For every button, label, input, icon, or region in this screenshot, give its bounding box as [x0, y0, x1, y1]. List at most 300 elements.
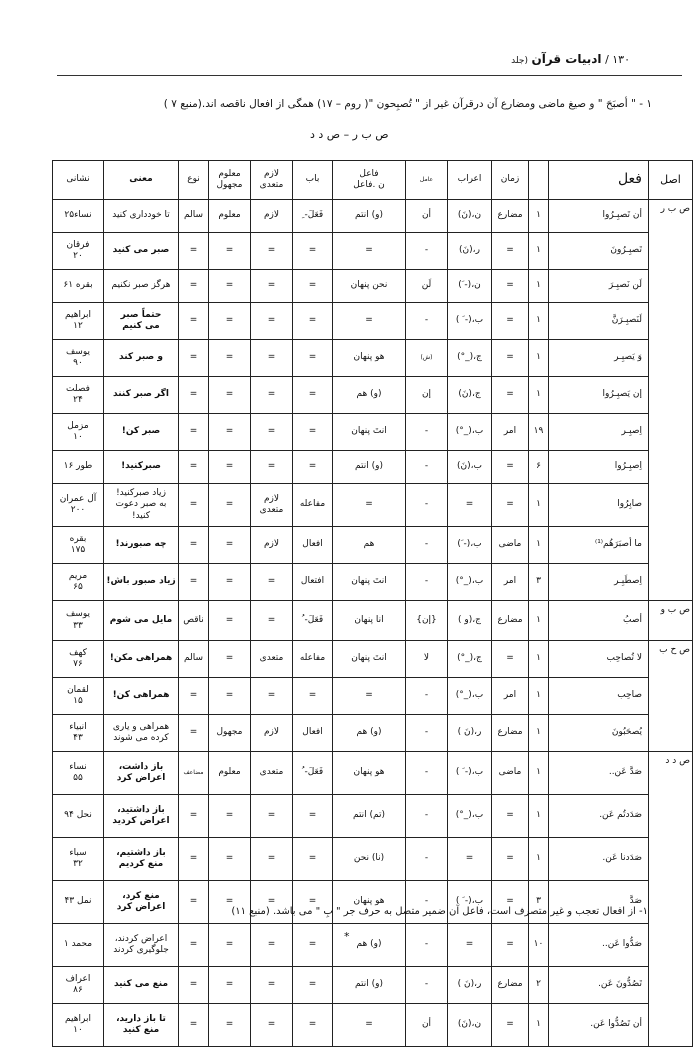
amel-cell: أن	[406, 200, 448, 233]
erab-cell: ج،(_°)	[448, 340, 492, 377]
noe-cell: =	[179, 838, 209, 881]
amel-cell: لَن	[406, 270, 448, 303]
erab-cell: ر،(نَ)	[448, 233, 492, 270]
amel-cell: -	[406, 451, 448, 484]
lazem-cell: =	[251, 564, 293, 601]
zaman-cell: ماضی	[492, 752, 529, 795]
erab-cell: ب،(_°)	[448, 564, 492, 601]
verb-cell: صَدَدنا عَن.	[549, 838, 649, 881]
table-row	[53, 795, 693, 838]
bab-cell: فَعَلَ- ُ	[293, 752, 333, 795]
reference-cell: طور ۱۶	[53, 451, 104, 484]
count-cell: ۱	[529, 715, 549, 752]
table-row	[53, 1004, 693, 1047]
table-row	[53, 924, 693, 967]
count-cell: ۱۹	[529, 414, 549, 451]
count-cell: ۱	[529, 838, 549, 881]
lazem-cell: =	[251, 377, 293, 414]
erab-cell: ن،(- َ)	[448, 270, 492, 303]
verb-cell: أن تَصبِـرُوا	[549, 200, 649, 233]
maloom-cell: =	[209, 601, 251, 641]
maloom-cell: معلوم	[209, 200, 251, 233]
header-maloom: معلوم مجهول	[209, 161, 251, 200]
table-row	[53, 303, 693, 340]
maloom-cell: =	[209, 678, 251, 715]
amel-cell: -	[406, 924, 448, 967]
meaning-cell: منع کرد، اعراض کرد	[104, 881, 179, 924]
meaning-cell: اگر صبر کنند	[104, 377, 179, 414]
maloom-cell: =	[209, 233, 251, 270]
lazem-cell: =	[251, 414, 293, 451]
erab-cell: ب،(نَ)	[448, 451, 492, 484]
fael-cell: انتَ پنهان	[333, 414, 406, 451]
zaman-cell: =	[492, 451, 529, 484]
noe-cell: سالم	[179, 641, 209, 678]
verb-cell: اِصبِـرُوا	[549, 451, 649, 484]
verb-cell: وَ يَصبِـر	[549, 340, 649, 377]
amel-cell: -	[406, 881, 448, 924]
noe-cell: مضاعف	[179, 752, 209, 795]
lazem-cell: =	[251, 1004, 293, 1047]
maloom-cell: =	[209, 527, 251, 564]
table-row	[53, 233, 693, 270]
count-cell: ۱	[529, 377, 549, 414]
reference-cell: نحل ۹۴	[53, 795, 104, 838]
noe-cell: =	[179, 484, 209, 527]
reference-cell: اعراف ۸۶	[53, 967, 104, 1004]
count-cell: ۱	[529, 678, 549, 715]
table-header-row	[53, 161, 693, 200]
reference-cell: یوسف ۹۰	[53, 340, 104, 377]
amel-cell: -	[406, 678, 448, 715]
verb-cell: تَصبِـرُونَ	[549, 233, 649, 270]
root-cell: ص ب و	[649, 601, 693, 641]
volume-label: (جلد	[511, 56, 528, 66]
erab-cell: ب،(- َ)	[448, 527, 492, 564]
bab-cell: افعال	[293, 715, 333, 752]
bab-cell: =	[293, 924, 333, 967]
lazem-cell: متعدی	[251, 752, 293, 795]
noe-cell: =	[179, 715, 209, 752]
amel-cell: -	[406, 564, 448, 601]
zaman-cell: مضارع	[492, 601, 529, 641]
maloom-cell: =	[209, 303, 251, 340]
noe-cell: سالم	[179, 200, 209, 233]
fael-cell: هو پنهان	[333, 881, 406, 924]
meaning-cell: اعراض کردند، جلوگیری کردند	[104, 924, 179, 967]
zaman-cell: =	[492, 881, 529, 924]
verb-cell: لَن نَصبِـرَ	[549, 270, 649, 303]
erab-cell: =	[448, 924, 492, 967]
meaning-cell: همراهی و یاری کرده می شوند	[104, 715, 179, 752]
zaman-cell: امر	[492, 564, 529, 601]
maloom-cell: =	[209, 924, 251, 967]
count-cell: ۱	[529, 1004, 549, 1047]
lazem-cell: لازم متعدی	[251, 484, 293, 527]
zaman-cell: امر	[492, 414, 529, 451]
table-row	[53, 340, 693, 377]
verb-cell: إن يَصبِـرُوا	[549, 377, 649, 414]
erab-cell: ب،(_°)	[448, 795, 492, 838]
bab-cell: =	[293, 795, 333, 838]
table-row	[53, 752, 693, 795]
lazem-cell: لازم	[251, 200, 293, 233]
maloom-cell: =	[209, 340, 251, 377]
amel-cell: {إن}	[406, 601, 448, 641]
lazem-cell: =	[251, 838, 293, 881]
reference-cell: لقمان ۱۵	[53, 678, 104, 715]
verb-cell: لَنَصبِـرَنَّ	[549, 303, 649, 340]
meaning-cell: مایل می شوم	[104, 601, 179, 641]
reference-cell: بقره ۱۷۵	[53, 527, 104, 564]
bab-cell: =	[293, 838, 333, 881]
lazem-cell: =	[251, 967, 293, 1004]
fael-cell: هو پنهان	[333, 340, 406, 377]
meaning-cell: صبر کن!	[104, 414, 179, 451]
fael-cell: (و) انتم	[333, 451, 406, 484]
verb-cell: صابِرُوا	[549, 484, 649, 527]
maloom-cell: =	[209, 881, 251, 924]
lazem-cell: =	[251, 924, 293, 967]
lazem-cell: =	[251, 795, 293, 838]
noe-cell: =	[179, 414, 209, 451]
count-cell: ۱	[529, 200, 549, 233]
bab-cell: =	[293, 967, 333, 1004]
amel-cell: -	[406, 414, 448, 451]
fael-cell: (و) هم	[333, 377, 406, 414]
reference-cell: نمل ۴۳	[53, 881, 104, 924]
amel-cell: -	[406, 715, 448, 752]
header-rule	[57, 75, 682, 76]
verb-cell: أن تَصُدُّوا عَن.	[549, 1004, 649, 1047]
fael-cell: نحن پنهان	[333, 270, 406, 303]
noe-cell: =	[179, 527, 209, 564]
fael-cell: هم	[333, 527, 406, 564]
reference-cell: فرقان ۲۰	[53, 233, 104, 270]
header-asl: اصل	[649, 161, 693, 200]
fael-cell: (و) انتم	[333, 967, 406, 1004]
meaning-cell: چه صبورند!	[104, 527, 179, 564]
erab-cell: ن،(نَ)	[448, 200, 492, 233]
bab-cell: افتعال	[293, 564, 333, 601]
end-mark: *	[344, 930, 350, 943]
noe-cell: =	[179, 564, 209, 601]
reference-cell: سباء ۳۲	[53, 838, 104, 881]
zaman-cell: =	[492, 1004, 529, 1047]
erab-cell: ر،(نَ )	[448, 967, 492, 1004]
maloom-cell: معلوم	[209, 752, 251, 795]
lazem-cell: =	[251, 270, 293, 303]
erab-cell: ب،(- َ )	[448, 303, 492, 340]
amel-cell: -	[406, 752, 448, 795]
verb-cell: يُصحَبُونَ	[549, 715, 649, 752]
header-fel: فعل	[549, 161, 649, 200]
zaman-cell: =	[492, 795, 529, 838]
noe-cell: =	[179, 340, 209, 377]
meaning-cell: تا باز دارید، منع کنید	[104, 1004, 179, 1047]
maloom-cell: =	[209, 838, 251, 881]
table-row	[53, 200, 693, 233]
noe-cell: =	[179, 967, 209, 1004]
bab-cell: =	[293, 451, 333, 484]
meaning-cell: همراهی کن!	[104, 678, 179, 715]
bab-cell: =	[293, 678, 333, 715]
meaning-cell: منع می کنید	[104, 967, 179, 1004]
reference-cell: مریم ۶۵	[53, 564, 104, 601]
meaning-cell: همراهی مکن!	[104, 641, 179, 678]
maloom-cell: =	[209, 1004, 251, 1047]
amel-cell: -	[406, 484, 448, 527]
bab-cell: مفاعله	[293, 484, 333, 527]
verb-cell: صَدَّ عَن..	[549, 752, 649, 795]
noe-cell: =	[179, 678, 209, 715]
erab-cell: ج،(نَ)	[448, 377, 492, 414]
reference-cell: بقره ۶۱	[53, 270, 104, 303]
erab-cell: ب،(_°)	[448, 678, 492, 715]
meaning-cell: تا خودداری کنید	[104, 200, 179, 233]
maloom-cell: =	[209, 564, 251, 601]
bab-cell: فَعَلَ- ِ	[293, 200, 333, 233]
zaman-cell: مضارع	[492, 200, 529, 233]
table-row	[53, 678, 693, 715]
count-cell: ۱	[529, 795, 549, 838]
verb-cell: صَدَدتُم عَن.	[549, 795, 649, 838]
count-cell: ۱	[529, 340, 549, 377]
book-title: ادبیات قرآن	[531, 52, 602, 66]
maloom-cell: =	[209, 451, 251, 484]
maloom-cell: =	[209, 377, 251, 414]
fael-cell: (نا) نحن	[333, 838, 406, 881]
noe-cell: =	[179, 451, 209, 484]
count-cell: ۱	[529, 303, 549, 340]
lazem-cell: =	[251, 881, 293, 924]
erab-cell: =	[448, 838, 492, 881]
table-row	[53, 601, 693, 641]
reference-cell: کهف ۷۶	[53, 641, 104, 678]
fael-cell: انا پنهان	[333, 601, 406, 641]
meaning-cell: صبرکنید!	[104, 451, 179, 484]
bab-cell: مفاعله	[293, 641, 333, 678]
fael-cell: انتَ پنهان	[333, 564, 406, 601]
table-row	[53, 715, 693, 752]
table-row	[53, 527, 693, 564]
noe-cell: =	[179, 303, 209, 340]
page-header	[511, 52, 630, 66]
lazem-cell: =	[251, 601, 293, 641]
noe-cell: =	[179, 270, 209, 303]
maloom-cell: =	[209, 641, 251, 678]
root-cell: ص ح ب	[649, 641, 693, 752]
amel-cell: أن	[406, 1004, 448, 1047]
count-cell: ۱۰	[529, 924, 549, 967]
count-cell: ۶	[529, 451, 549, 484]
verb-cell: صَدُّوا عَن..	[549, 924, 649, 967]
noe-cell: =	[179, 233, 209, 270]
meaning-cell: باز داشت، اعراض کرد	[104, 752, 179, 795]
count-cell: ۱	[529, 233, 549, 270]
root-cell: ص ب ر	[649, 200, 693, 601]
count-cell: ۱	[529, 484, 549, 527]
header-zaman: زمان	[492, 161, 529, 200]
verb-cell: تَصُدُّونَ عَن.	[549, 967, 649, 1004]
zaman-cell: ماضی	[492, 527, 529, 564]
header-amel: عامل	[406, 161, 448, 200]
erab-cell: ن،(نَ)	[448, 1004, 492, 1047]
lazem-cell: =	[251, 303, 293, 340]
header-noe: نوع	[179, 161, 209, 200]
verb-cell: اِصطَبِـر	[549, 564, 649, 601]
table-row	[53, 564, 693, 601]
count-cell: ۳	[529, 564, 549, 601]
lazem-cell: =	[251, 451, 293, 484]
noe-cell: =	[179, 1004, 209, 1047]
maloom-cell: =	[209, 484, 251, 527]
lazem-cell: =	[251, 233, 293, 270]
lazem-cell: متعدی	[251, 641, 293, 678]
header-neshani: نشانی	[53, 161, 104, 200]
amel-cell: إن	[406, 377, 448, 414]
maloom-cell: مجهول	[209, 715, 251, 752]
erab-cell: ب،(- َ )	[448, 752, 492, 795]
zaman-cell: =	[492, 340, 529, 377]
verb-cell: أصبُ	[549, 601, 649, 641]
bab-cell: افعال	[293, 527, 333, 564]
page-number: ۱۳۰ /	[605, 53, 630, 66]
table-row	[53, 451, 693, 484]
maloom-cell: =	[209, 795, 251, 838]
meaning-cell: زیاد صبرکنید! به صبر دعوت کنید!	[104, 484, 179, 527]
reference-cell: مزمل ۱۰	[53, 414, 104, 451]
reference-cell: فصلت ۲۴	[53, 377, 104, 414]
zaman-cell: مضارع	[492, 967, 529, 1004]
zaman-cell: =	[492, 484, 529, 527]
header-erab: اعراب	[448, 161, 492, 200]
noe-cell: ناقص	[179, 601, 209, 641]
reference-cell: نساء ۵۵	[53, 752, 104, 795]
fael-cell: (و) انتم	[333, 200, 406, 233]
reference-cell: نساء۲۵	[53, 200, 104, 233]
fael-cell: =	[333, 678, 406, 715]
table-row	[53, 377, 693, 414]
bab-cell: =	[293, 340, 333, 377]
count-cell: ۱	[529, 601, 549, 641]
table-row	[53, 641, 693, 678]
amel-cell: -	[406, 838, 448, 881]
meaning-cell: باز داشتید، اعراض کردید	[104, 795, 179, 838]
amel-cell: -	[406, 527, 448, 564]
lazem-cell: =	[251, 340, 293, 377]
verb-cell: صَدَّ	[549, 881, 649, 924]
table-body	[53, 200, 693, 1047]
noe-cell: =	[179, 795, 209, 838]
lazem-cell: لازم	[251, 715, 293, 752]
table-row	[53, 414, 693, 451]
meaning-cell: حتماً صبر می کنیم	[104, 303, 179, 340]
bab-cell: =	[293, 881, 333, 924]
lazem-cell: لازم	[251, 527, 293, 564]
bab-cell: =	[293, 270, 333, 303]
bab-cell: =	[293, 1004, 333, 1047]
intro-paragraph: ۱ - " أصبَحَ " و صیغ ماضی ومضارع آن درقرآن غیر از " تُصبِحون "( روم – ۱۷) همگی از افعال ناقصه اند.(منبع ۷ )	[163, 98, 652, 110]
zaman-cell: مضارع	[492, 715, 529, 752]
table-row	[53, 838, 693, 881]
meaning-cell: باز داشتیم، منع کردیم	[104, 838, 179, 881]
bab-cell: =	[293, 377, 333, 414]
count-cell: ۱	[529, 752, 549, 795]
erab-cell: ب،(- َ )	[448, 881, 492, 924]
count-cell: ۳	[529, 881, 549, 924]
lazem-cell: =	[251, 678, 293, 715]
count-cell: ۲	[529, 967, 549, 1004]
fael-cell: =	[333, 233, 406, 270]
bab-cell: =	[293, 414, 333, 451]
fael-cell: (تم) انتم	[333, 795, 406, 838]
maloom-cell: =	[209, 414, 251, 451]
table-row	[53, 484, 693, 527]
table-row	[53, 270, 693, 303]
noe-cell: =	[179, 924, 209, 967]
erab-cell: ر،(نَ )	[448, 715, 492, 752]
noe-cell: =	[179, 881, 209, 924]
table-row	[53, 881, 693, 924]
count-cell: ۱	[529, 641, 549, 678]
header-mani: معنی	[104, 161, 179, 200]
bab-cell: =	[293, 303, 333, 340]
zaman-cell: =	[492, 924, 529, 967]
erab-cell: ج،(و )	[448, 601, 492, 641]
maloom-cell: =	[209, 967, 251, 1004]
fael-cell: =	[333, 1004, 406, 1047]
reference-cell: انبیاء ۴۳	[53, 715, 104, 752]
reference-cell: یوسف ۳۳	[53, 601, 104, 641]
verb-cell: صاحِب	[549, 678, 649, 715]
fael-cell: (و) هم	[333, 924, 406, 967]
erab-cell: =	[448, 484, 492, 527]
count-cell: ۱	[529, 270, 549, 303]
zaman-cell: =	[492, 838, 529, 881]
fael-cell: =	[333, 303, 406, 340]
amel-cell: -	[406, 795, 448, 838]
amel-cell: -	[406, 233, 448, 270]
count-cell: ۱	[529, 527, 549, 564]
reference-cell: آل عمران ۲۰۰	[53, 484, 104, 527]
bab-cell: =	[293, 233, 333, 270]
erab-cell: ب،(_°)	[448, 414, 492, 451]
fael-cell: هو پنهان	[333, 752, 406, 795]
noe-cell: =	[179, 377, 209, 414]
reference-cell: ابراهیم ۱۰	[53, 1004, 104, 1047]
reference-cell: ابراهیم ۱۲	[53, 303, 104, 340]
verb-cell: ما أصبَرَهُم⁽¹⁾	[549, 527, 649, 564]
table-row	[53, 967, 693, 1004]
zaman-cell: =	[492, 377, 529, 414]
header-fael: فاعل ن .فاعل	[333, 161, 406, 200]
verb-cell: اِصبِـر	[549, 414, 649, 451]
roots-line: ص ب ر – ص د د	[310, 128, 389, 141]
fael-cell: =	[333, 484, 406, 527]
header-lazem: لازم متعدی	[251, 161, 293, 200]
zaman-cell: =	[492, 303, 529, 340]
zaman-cell: =	[492, 233, 529, 270]
erab-cell: ج،(_°)	[448, 641, 492, 678]
header-bab: باب	[293, 161, 333, 200]
zaman-cell: =	[492, 641, 529, 678]
fael-cell: (و) هم	[333, 715, 406, 752]
maloom-cell: =	[209, 270, 251, 303]
zaman-cell: =	[492, 270, 529, 303]
amel-cell: لا	[406, 641, 448, 678]
header-count	[529, 161, 549, 200]
